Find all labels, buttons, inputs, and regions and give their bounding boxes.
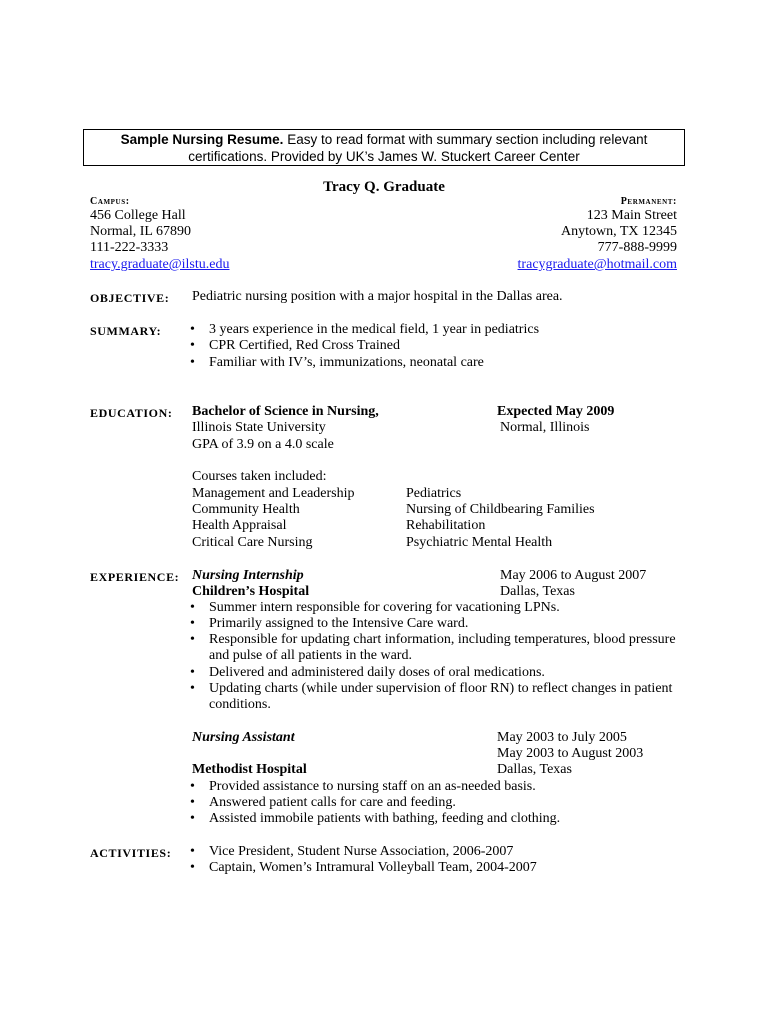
course-item: Community Health (192, 502, 300, 517)
campus-street: 456 College Hall (90, 208, 186, 223)
permanent-city: Anytown, TX 12345 (560, 224, 677, 239)
bullet-icon: • (190, 338, 195, 353)
course-item: Psychiatric Mental Health (406, 535, 553, 550)
course-item: Pediatrics (406, 486, 462, 501)
degree: Bachelor of Science in Nursing, (192, 404, 379, 419)
experience-label: EXPERIENCE: (90, 570, 180, 584)
course-item: Critical Care Nursing (192, 535, 313, 550)
summary-item: CPR Certified, Red Cross Trained (209, 338, 400, 353)
job1-bullet: Delivered and administered daily doses of oral medications. (209, 665, 545, 680)
job1-bullet: Primarily assigned to the Intensive Care ward. (209, 616, 469, 631)
summary-label: SUMMARY: (90, 324, 162, 338)
activity-item: Captain, Women’s Intramural Volleyball Team, 2004-2007 (209, 860, 537, 875)
permanent-phone: 777-888-9999 (597, 240, 677, 255)
sample-note-box (83, 129, 685, 166)
bullet-icon: • (190, 355, 195, 370)
course-item: Management and Leadership (192, 486, 355, 501)
school-location: Normal, Illinois (500, 420, 590, 435)
job1-dates: May 2006 to August 2007 (500, 568, 647, 583)
permanent-street: 123 Main Street (586, 208, 677, 223)
bullet-icon: • (190, 322, 195, 337)
job2-employer: Methodist Hospital (192, 762, 307, 777)
bullet-icon: • (190, 665, 195, 680)
courses-label: Courses taken included: (192, 469, 327, 484)
bullet-icon: • (190, 811, 195, 826)
note-text: Easy to read format with summary section including relevant certifications. Provided by UK’s James W. Stuckert Career Center (188, 132, 648, 164)
activity-item: Vice President, Student Nurse Association, 2006-2007 (209, 844, 514, 859)
job1-title: Nursing Internship (192, 568, 304, 583)
bullet-icon: • (190, 795, 195, 810)
job1-location: Dallas, Texas (500, 584, 575, 599)
expected-date: Expected May 2009 (497, 404, 615, 419)
bullet-icon: • (190, 779, 195, 794)
campus-email-link[interactable]: tracy.graduate@ilstu.edu (90, 257, 230, 272)
course-item: Rehabilitation (406, 518, 486, 533)
job2-bullet: Assisted immobile patients with bathing, feeding and clothing. (209, 811, 561, 826)
campus-label: Campus: (90, 196, 130, 207)
education-label: EDUCATION: (90, 406, 173, 420)
bullet-icon: • (190, 844, 195, 859)
job1-bullet: Updating charts (while under supervision of floor RN) to reflect changes in patient conditions. (209, 681, 673, 712)
job2-title: Nursing Assistant (192, 730, 295, 745)
job2-dates2: May 2003 to August 2003 (497, 746, 644, 761)
bullet-icon: • (190, 681, 195, 696)
summary-item: 3 years experience in the medical field, 1 year in pediatrics (209, 322, 540, 337)
school: Illinois State University (192, 420, 326, 435)
course-item: Health Appraisal (192, 518, 287, 533)
summary-item: Familiar with IV’s, immunizations, neonatal care (209, 355, 484, 370)
bullet-icon: • (190, 616, 195, 631)
permanent-label: Permanent: (620, 196, 677, 207)
campus-phone: 111-222-3333 (90, 240, 169, 255)
bullet-icon: • (190, 600, 195, 615)
job2-location: Dallas, Texas (497, 762, 572, 777)
job2-bullet: Provided assistance to nursing staff on an as-needed basis. (209, 779, 536, 794)
gpa: GPA of 3.9 on a 4.0 scale (192, 437, 334, 452)
job1-employer: Children’s Hospital (192, 584, 310, 599)
activities-label: ACTIVITIES: (90, 846, 172, 860)
campus-city: Normal, IL 67890 (90, 224, 191, 239)
note-bold: Sample Nursing Resume. (120, 132, 284, 147)
resume-name: Tracy Q. Graduate (323, 179, 445, 195)
course-item: Nursing of Childbearing Families (406, 502, 595, 517)
bullet-icon: • (190, 860, 195, 875)
objective-label: OBJECTIVE: (90, 291, 170, 305)
permanent-email-link[interactable]: tracygraduate@hotmail.com (517, 257, 677, 272)
job2-bullet: Answered patient calls for care and feeding. (209, 795, 456, 810)
job2-dates1: May 2003 to July 2005 (497, 730, 627, 745)
bullet-icon: • (190, 632, 195, 647)
objective-text: Pediatric nursing position with a major hospital in the Dallas area. (192, 289, 563, 304)
job1-bullet: Summer intern responsible for covering for vacationing LPNs. (209, 600, 560, 615)
job1-bullet: Responsible for updating chart information, including temperatures, blood pressure and pulse of all patients in the ward. (209, 632, 676, 663)
